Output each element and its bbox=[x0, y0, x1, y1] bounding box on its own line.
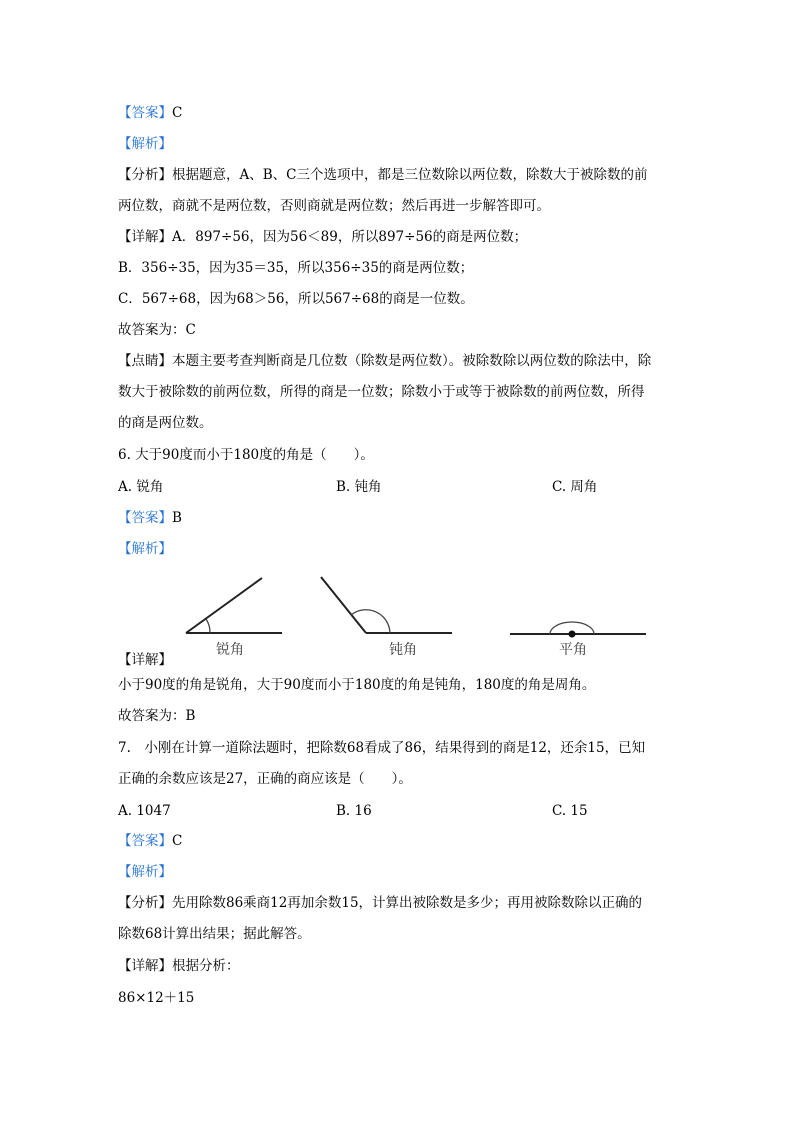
answer-value: C bbox=[172, 833, 183, 849]
q5-detail-line-c: C．567÷68，因为68＞56，所以567÷68的商是一位数。 bbox=[118, 291, 474, 307]
q6-option-b: B. 钝角 bbox=[336, 479, 382, 495]
q5-detail-line-a bbox=[118, 228, 527, 246]
acute-angle-arc bbox=[206, 619, 210, 633]
obtuse-angle-diagram bbox=[321, 577, 452, 658]
q6-detail-text: 小于90度的角是锐角，大于90度而小于180度的角是钝角，180度的角是周角。 bbox=[118, 677, 596, 693]
q5-detail-line-b: B．356÷35，因为35＝35，所以356÷35的商是两位数； bbox=[118, 260, 474, 276]
q6-conclusion: 故答案为：B bbox=[118, 708, 196, 724]
q7-analysis-heading bbox=[118, 863, 172, 881]
q7-stem-line-1: 7. 小刚在计算一道除法题时，把除数68看成了86，结果得到的商是12，还余15，已知 bbox=[118, 740, 646, 756]
q5-dianjing-line-1 bbox=[118, 352, 651, 370]
q6-stem: 6. 大于90度而小于180度的角是（ ）。 bbox=[118, 447, 374, 463]
straight-angle-vertex bbox=[569, 631, 576, 638]
q7-option-c: C. 15 bbox=[552, 803, 588, 819]
q7-answer-line bbox=[118, 832, 182, 850]
q6-option-a: A. 锐角 bbox=[118, 479, 164, 495]
answer-tag: 【答案】 bbox=[118, 510, 172, 526]
answer-tag: 【答案】 bbox=[118, 105, 172, 121]
fenxi-text: 先用除数86乘商12再加余数15，计算出被除数是多少；再用被除数除以正确的 bbox=[172, 895, 643, 911]
detail-tag: 【详解】 bbox=[118, 958, 172, 974]
fenxi-tag: 【分析】 bbox=[118, 895, 172, 911]
q5-fenxi-line-2: 两位数，商就不是两位数，否则商就是两位数；然后再进一步解答即可。 bbox=[118, 198, 550, 214]
acute-angle-side-ray bbox=[186, 578, 262, 633]
answer-value: C bbox=[172, 105, 183, 121]
q7-fenxi-line-2: 除数68计算出结果；据此解答。 bbox=[118, 926, 311, 942]
q5-answer-line bbox=[118, 104, 182, 122]
q7-fenxi-line-1 bbox=[118, 894, 642, 912]
acute-angle-diagram bbox=[186, 578, 282, 658]
obtuse-angle-side-ray bbox=[321, 577, 366, 633]
straight-angle-diagram bbox=[510, 622, 646, 658]
q5-analysis-heading bbox=[118, 135, 172, 153]
q7-formula: 86×12＋15 bbox=[118, 990, 195, 1006]
acute-angle-label: 锐角 bbox=[216, 642, 244, 658]
q6-detail-heading bbox=[118, 651, 172, 669]
q7-option-a: A. 1047 bbox=[118, 803, 171, 819]
detail-tag: 【详解】 bbox=[118, 652, 172, 668]
q5-dianjing-line-2: 数大于被除数的前两位数，所得的商是一位数；除数小于或等于被除数的前两位数，所得 bbox=[118, 384, 645, 400]
q7-stem-line-2: 正确的余数应该是27，正确的商应该是（ ）。 bbox=[118, 771, 412, 787]
straight-angle-label: 平角 bbox=[559, 642, 587, 658]
fenxi-tag: 【分析】 bbox=[118, 167, 172, 183]
q6-analysis-heading bbox=[118, 540, 172, 558]
analysis-tag: 【解析】 bbox=[118, 864, 172, 880]
q6-answer-line bbox=[118, 509, 182, 527]
detail-tag: 【详解】 bbox=[118, 229, 172, 245]
dianjing-tag: 【点睛】 bbox=[118, 353, 172, 369]
obtuse-angle-label: 钝角 bbox=[389, 642, 417, 658]
analysis-tag: 【解析】 bbox=[118, 541, 172, 557]
q5-conclusion: 故答案为：C bbox=[118, 322, 196, 338]
detail-a: A．897÷56，因为56＜89，所以897÷56的商是两位数； bbox=[172, 229, 528, 245]
answer-value: B bbox=[172, 510, 182, 526]
q7-detail-line bbox=[118, 957, 240, 975]
q5-fenxi-line-1 bbox=[118, 166, 648, 184]
answer-tag: 【答案】 bbox=[118, 833, 172, 849]
detail-intro: 根据分析： bbox=[172, 958, 240, 974]
q6-option-c: C. 周角 bbox=[552, 479, 598, 495]
q5-dianjing-line-3: 的商是两位数。 bbox=[118, 415, 213, 431]
analysis-tag: 【解析】 bbox=[118, 136, 172, 152]
angle-types-figure bbox=[170, 570, 650, 662]
fenxi-text: 根据题意，A、B、C三个选项中，都是三位数除以两位数，除数大于被除数的前 bbox=[172, 167, 648, 183]
dianjing-text: 本题主要考查判断商是几位数（除数是两位数）。被除数除以两位数的除法中，除 bbox=[172, 353, 652, 369]
q7-option-b: B. 16 bbox=[336, 803, 372, 819]
